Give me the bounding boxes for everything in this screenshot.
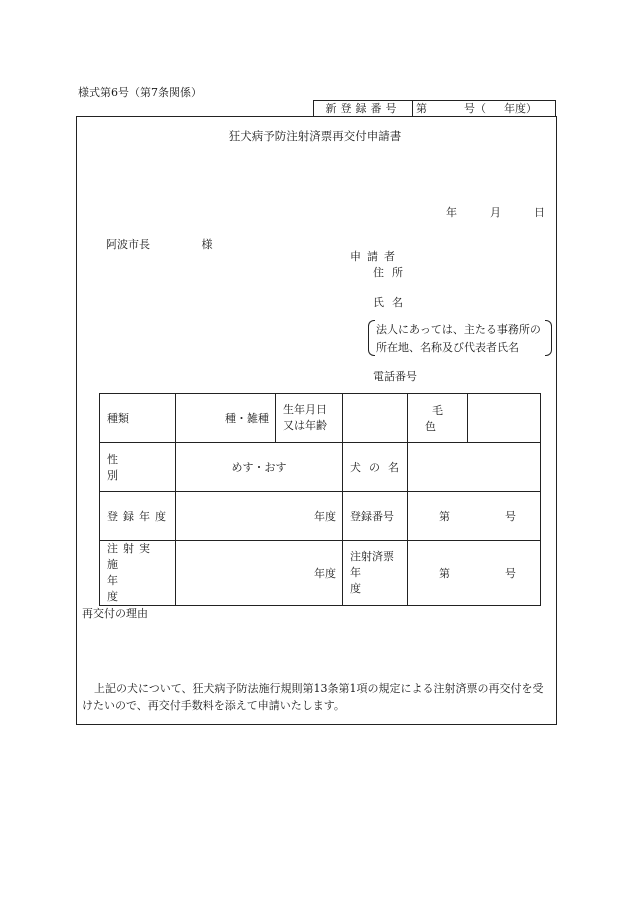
dog-name-label: 犬の名 xyxy=(350,461,407,474)
birth-label-line1: 生年月日 xyxy=(283,403,327,416)
dog-info-table xyxy=(99,393,541,606)
dog-name-value-cell[interactable] xyxy=(408,443,541,492)
reg-no-dai: 第 xyxy=(439,510,450,523)
bracket-left xyxy=(368,320,375,356)
registration-go: 号（ xyxy=(464,102,486,115)
reg-no-label-cell xyxy=(343,492,408,541)
sex-label: 性別 xyxy=(107,453,162,482)
sex-value: めす・おす xyxy=(231,461,287,474)
phone-label[interactable]: 電話番号 xyxy=(373,370,417,383)
color-label-cell xyxy=(408,394,468,443)
reg-no-go: 号 xyxy=(505,510,516,523)
applicant-name-label[interactable]: 氏名 xyxy=(373,296,411,309)
reg-no-label: 登録番号 xyxy=(350,510,394,523)
color-value-cell[interactable] xyxy=(468,394,541,443)
sex-value-cell[interactable] xyxy=(176,443,343,492)
tag-label-cell xyxy=(343,541,408,606)
birth-label-cell xyxy=(276,394,343,443)
inj-label-line2-text: 年度 xyxy=(107,574,153,603)
date-field[interactable] xyxy=(446,204,545,220)
addressee-name: 阿波市長 xyxy=(106,238,150,251)
reg-year-suffix: 年度 xyxy=(314,510,336,523)
registration-number-label: 新登録番号 xyxy=(314,101,413,117)
corporation-note-line1: 法人にあっては、主たる事務所の xyxy=(376,323,541,336)
tag-value-cell[interactable] xyxy=(408,541,541,606)
date-year: 年 xyxy=(446,206,457,219)
applicant-heading: 申請者 xyxy=(350,250,401,263)
tag-label-line1: 注射済票 xyxy=(350,550,394,563)
tag-go: 号 xyxy=(505,567,516,580)
form-title: 狂犬病予防注射済票再交付申請書 xyxy=(228,129,402,143)
corporation-note xyxy=(368,318,554,356)
registration-number-box xyxy=(313,100,556,117)
kind-label-text: 種類 xyxy=(107,412,129,425)
applicant-address-label[interactable]: 住所 xyxy=(373,266,411,279)
birth-label-line2: 又は年齢 xyxy=(283,419,327,432)
inj-label-cell xyxy=(100,541,176,606)
reg-year-label: 登録年度 xyxy=(107,510,171,523)
kind-label-cell xyxy=(100,394,176,443)
inj-year-suffix: 年度 xyxy=(314,567,336,580)
tag-label-line2-text: 年度 xyxy=(350,566,387,595)
reg-year-value-cell[interactable] xyxy=(176,492,343,541)
kind-value-cell[interactable] xyxy=(176,394,276,443)
reg-no-value-cell[interactable] xyxy=(408,492,541,541)
corporation-note-line2: 所在地、名称及び代表者氏名 xyxy=(376,341,519,354)
date-month: 月 xyxy=(490,206,501,219)
dog-name-label-cell xyxy=(343,443,408,492)
kind-value: 種・雑種 xyxy=(225,412,269,425)
inj-label-line2 xyxy=(107,573,168,605)
inj-value-cell[interactable] xyxy=(176,541,343,606)
birth-value-cell[interactable] xyxy=(343,394,408,443)
kind-label xyxy=(100,410,175,426)
reg-year-label-cell xyxy=(100,492,176,541)
tag-label-line2 xyxy=(350,565,400,597)
registration-year: 年度） xyxy=(504,102,537,115)
addressee-honorific: 様 xyxy=(201,238,213,251)
statement: 上記の犬について、狂犬病予防法施行規則第13条第1項の規定による注射済票の再交付を受けたいので、再交付手数料を添えて申請いたします。 xyxy=(82,682,544,712)
color-label: 毛色 xyxy=(425,404,457,433)
inj-label-line1: 注射実施 xyxy=(107,542,155,571)
registration-dai: 第 xyxy=(416,102,427,115)
reason-label[interactable]: 再交付の理由 xyxy=(82,607,148,620)
date-day: 日 xyxy=(534,206,545,219)
form-number-label: 様式第6号（第7条関係） xyxy=(78,86,202,99)
tag-dai: 第 xyxy=(439,567,450,580)
bracket-right xyxy=(545,320,552,356)
sex-label-cell xyxy=(100,443,176,492)
addressee xyxy=(106,236,213,252)
